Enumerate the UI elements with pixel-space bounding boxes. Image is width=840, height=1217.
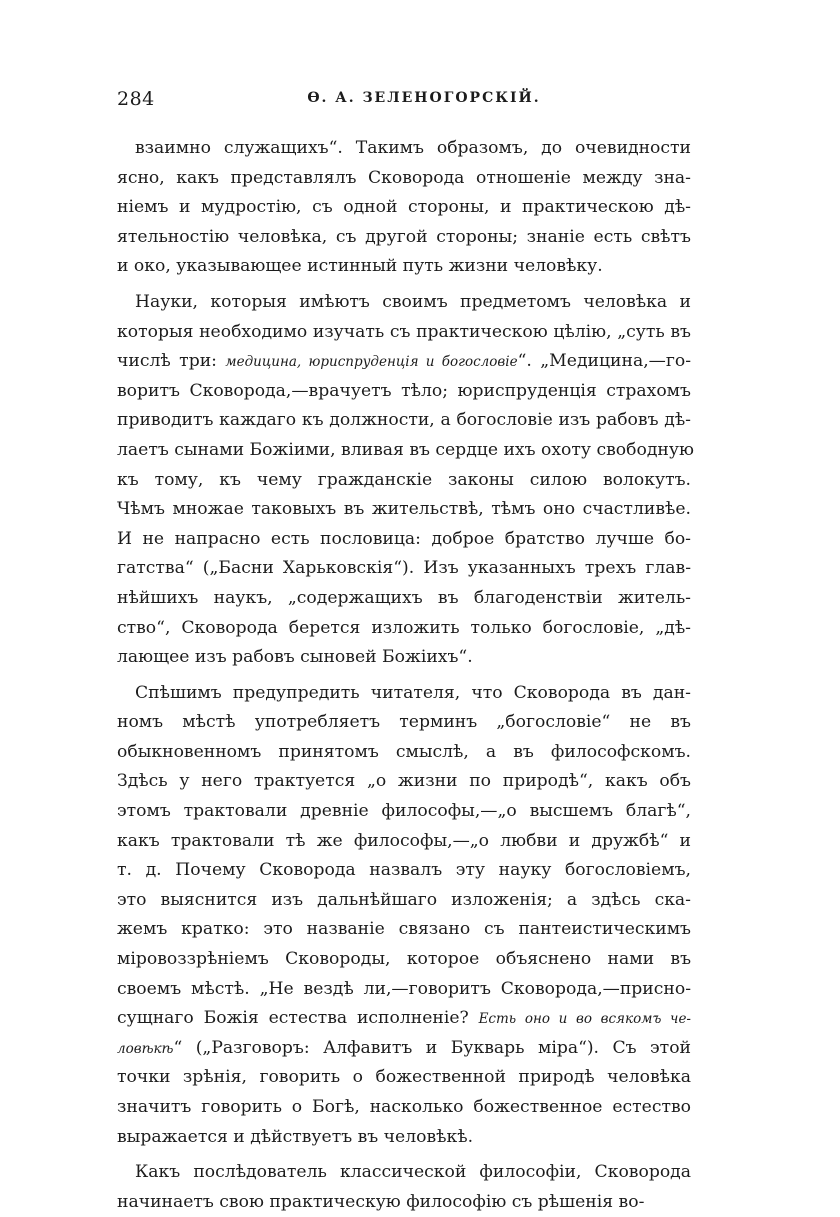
- text-line: [117, 614, 691, 644]
- paragraph: [117, 679, 691, 1153]
- line-text: И не напрасно есть пословица: доброе братство лучше бо-: [117, 528, 691, 549]
- paragraph: [117, 134, 691, 282]
- line-text: обыкновенномъ принятомъ смыслѣ, а въ философскомъ.: [117, 741, 691, 762]
- line-text: значитъ говорить о Богѣ, насколько божественное естество: [117, 1097, 691, 1117]
- paragraph: [117, 288, 694, 673]
- line-text: которыя необходимо изучать съ практическою цѣлію, „суть въ: [117, 321, 691, 342]
- text-line: [117, 1188, 691, 1217]
- text-line: [117, 436, 694, 466]
- line-text: выражается и дѣйствуетъ въ человѣкѣ.: [117, 1126, 474, 1147]
- italic-text: Есть оно и во всякомъ че-: [478, 1011, 691, 1028]
- line-text: Спѣшимъ предупредить читателя, что Сковорода въ дан-: [135, 682, 691, 703]
- text-line: [117, 708, 691, 738]
- line-text: ясно, какъ представлялъ Сковорода отношеніе между зна-: [117, 167, 691, 188]
- running-head: [117, 88, 691, 114]
- line-text: Чѣмъ множае таковыхъ въ жительствѣ, тѣмъ оно счастливѣе.: [117, 499, 691, 520]
- line-text: ніемъ и мудростію, съ одной стороны, и практическою дѣ-: [117, 197, 691, 218]
- line-text: т. д. Почему Сковорода назвалъ эту науку богословіемъ,: [117, 860, 691, 881]
- text-line: [117, 193, 691, 223]
- page-number: 284: [117, 88, 155, 110]
- text-line: [117, 643, 691, 673]
- italic-text: ловѣкѣ: [117, 1040, 174, 1057]
- text-line: [117, 525, 691, 555]
- line-text: “. „Медицина,—го-: [517, 351, 692, 372]
- text-line: [117, 347, 691, 377]
- text-line: [117, 164, 691, 194]
- text-line: [117, 975, 691, 1005]
- text-line: [117, 584, 691, 614]
- line-text: числѣ три:: [117, 351, 226, 372]
- line-text: приводитъ каждаго къ должности, а богословіе изъ рабовъ дѣ-: [117, 410, 691, 431]
- text-line: [117, 466, 691, 496]
- line-text: ство“, Сковорода берется изложить только богословіе, „дѣ-: [117, 617, 691, 638]
- text-line: [117, 679, 691, 709]
- line-text: лаетъ сынами Божіими, вливая въ сердце ихъ охоту свободную: [117, 439, 694, 460]
- text-line: [117, 252, 691, 282]
- text-line: [117, 827, 691, 857]
- line-text: номъ мѣстѣ употребляетъ терминъ „богословіе“ не въ: [117, 712, 691, 733]
- line-text: гатства“ („Басни Харьковскія“). Изъ указанныхъ трехъ глав-: [117, 558, 691, 579]
- line-text: Здѣсь у него трактуется „о жизни по природѣ“, какъ объ: [117, 771, 691, 792]
- body-text: [117, 134, 694, 1217]
- line-text: лающее изъ рабовъ сыновей Божіихъ“.: [117, 647, 473, 668]
- text-line: [117, 945, 691, 975]
- line-text: это выяснится изъ дальнѣйшаго изложенія; а здѣсь ска-: [117, 889, 691, 910]
- text-line: [117, 288, 691, 318]
- line-text: міровоззрѣніемъ Сковороды, которое объяснено нами въ: [117, 949, 691, 970]
- text-line: [117, 1034, 691, 1064]
- line-text: Какъ послѣдователь классической философіи, Сковорода: [135, 1162, 691, 1183]
- line-text: ятельностію человѣка, съ другой стороны; знаніе есть свѣтъ: [117, 226, 691, 247]
- text-line: [117, 1093, 691, 1123]
- line-text: сущнаго Божія естества исполненіе?: [117, 1008, 479, 1029]
- text-line: [117, 1063, 691, 1093]
- text-line: [117, 738, 691, 768]
- running-title: Ө. А. ЗЕЛЕНОГОРСКІЙ.: [307, 90, 541, 106]
- text-line: [117, 318, 691, 348]
- line-text: Науки, которыя имѣютъ своимъ предметомъ человѣка и: [135, 291, 691, 312]
- text-line: [117, 1123, 691, 1153]
- line-text: “ („Разговоръ: Алфавитъ и Букварь міра“). Съ этой: [173, 1037, 691, 1058]
- line-text: къ тому, къ чему гражданскіе законы силою волокутъ.: [117, 469, 691, 490]
- line-text: нѣйшихъ наукъ, „содержащихъ въ благоденствіи житель-: [117, 587, 691, 608]
- line-text: своемъ мѣстѣ. „Не вездѣ ли,—говоритъ Сковорода,—присно-: [117, 978, 691, 999]
- italic-text: медицина, юриспруденція и богословіе: [225, 354, 518, 371]
- line-text: точки зрѣнія, говорить о божественной природѣ человѣка: [117, 1067, 691, 1088]
- text-line: [117, 406, 691, 436]
- line-text: взаимно служащихъ“. Такимъ образомъ, до очевидности: [135, 138, 691, 158]
- paragraph: [117, 1158, 691, 1217]
- line-text: воритъ Сковорода,—врачуетъ тѣло; юриспруденція страхомъ: [117, 380, 691, 401]
- line-text: начинаетъ свою практическую философію съ рѣшенія во-: [117, 1191, 645, 1212]
- text-line: [117, 1004, 691, 1034]
- line-text: какъ трактовали тѣ же философы,—„о любви и дружбѣ“ и: [117, 830, 691, 851]
- line-text: этомъ трактовали древніе философы,—„о высшемъ благѣ“,: [117, 801, 691, 822]
- text-line: [117, 886, 691, 916]
- line-text: жемъ кратко: это названіе связано съ пантеистическимъ: [117, 919, 691, 940]
- text-line: [117, 856, 691, 886]
- text-line: [117, 554, 691, 584]
- text-line: [117, 1158, 691, 1188]
- line-text: и око, указывающее истинный путь жизни человѣку.: [117, 256, 603, 277]
- text-line: [117, 377, 691, 407]
- text-line: [117, 223, 691, 253]
- text-line: [117, 915, 691, 945]
- text-line: [117, 134, 691, 164]
- text-line: [117, 797, 691, 827]
- text-line: [117, 495, 691, 525]
- text-line: [117, 767, 691, 797]
